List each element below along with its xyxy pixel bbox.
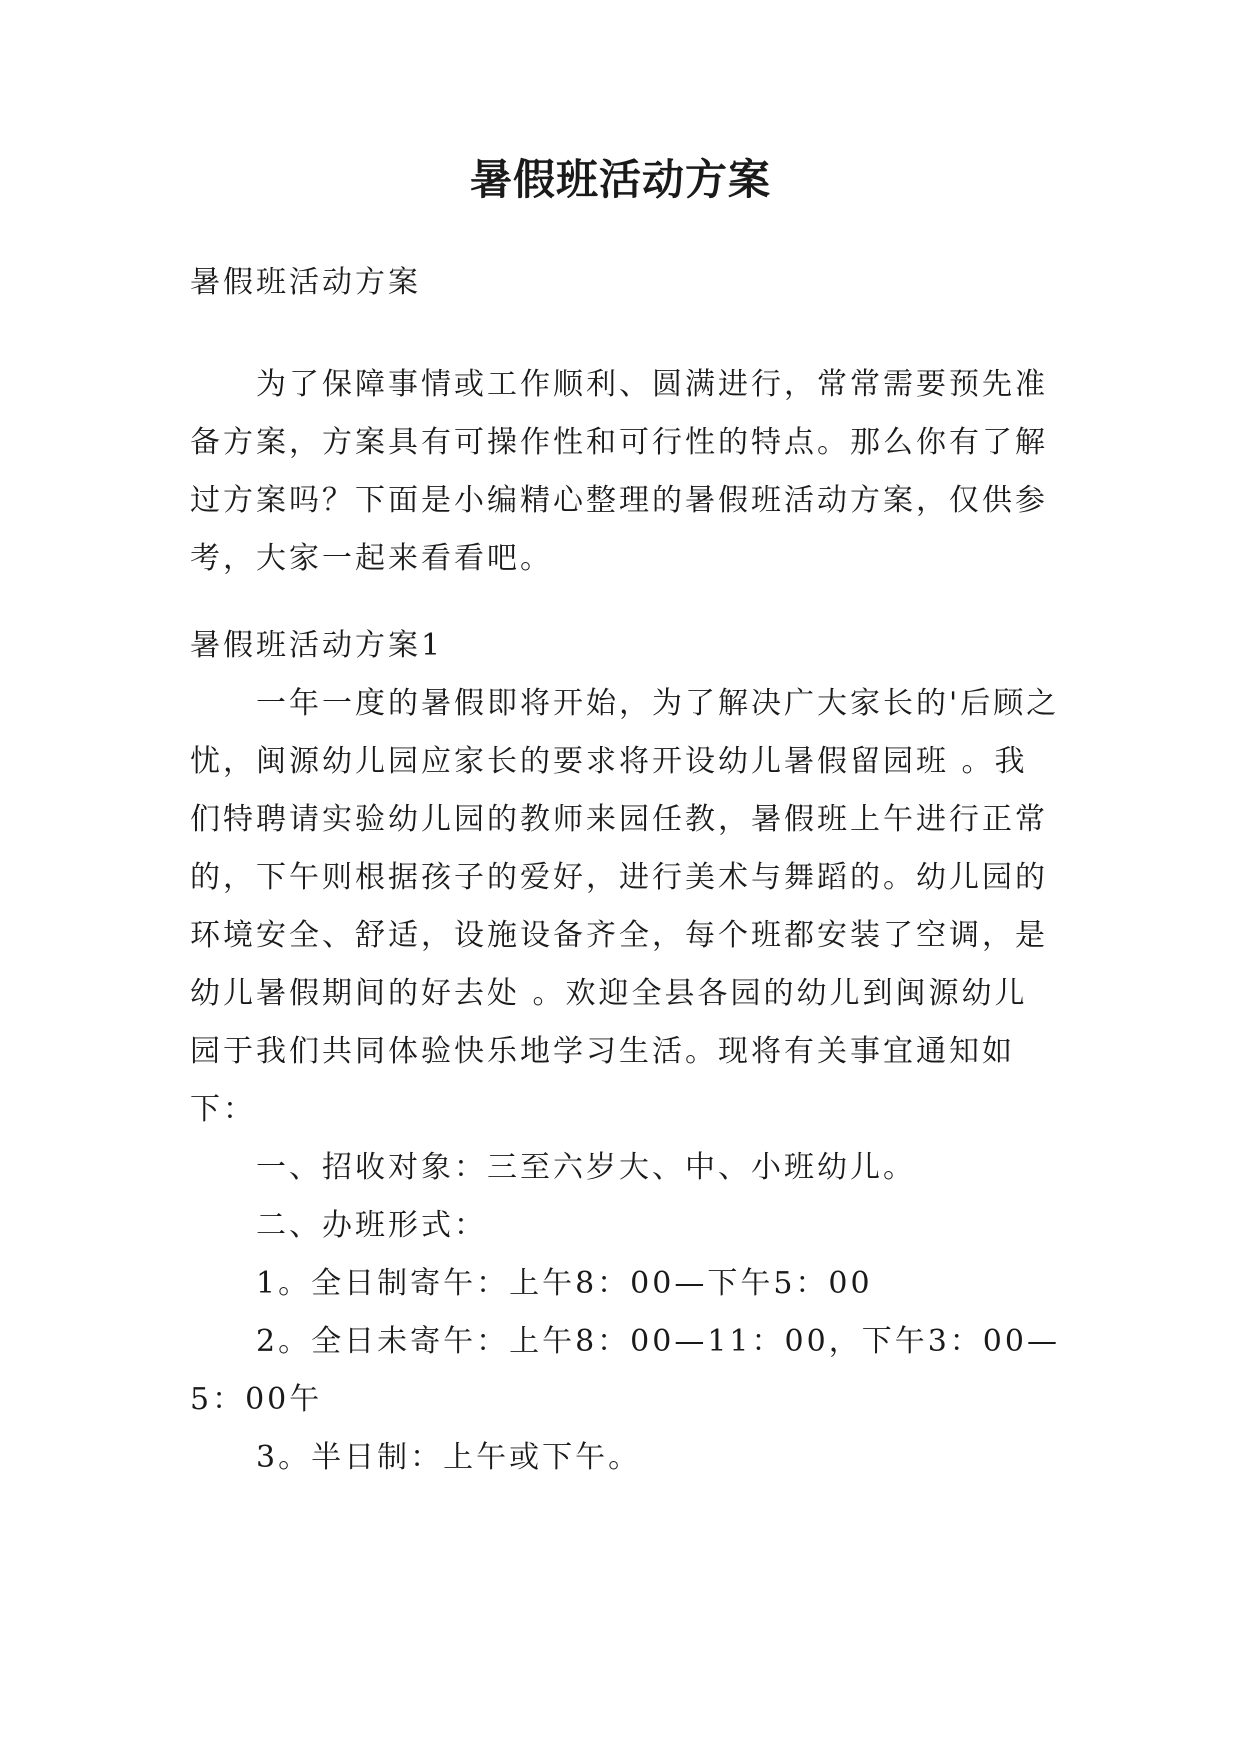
section-paragraph: 一年一度的暑假即将开始，为了解决广大家长的'后顾之忧，闽源幼儿园应家长的要求将开设幼儿暑假留园班 。我们特聘请实验幼儿园的教师来园任教，暑假班上午进行正常的，下午则根据孩子的爱好，进行美术与舞蹈的。幼儿园的环境安全、舒适，设施设备齐全，每个班都安装了空调，是幼儿暑假期间的好去处 。欢迎全县各园的幼儿到闽源幼儿园于我们共同体验快乐地学习生活。现将有关事宜通知如下： (190, 686, 1060, 1127)
list-item: 一、招收对象：三至六岁大、中、小班幼儿。 (256, 1150, 916, 1185)
section-body (190, 675, 1060, 1487)
intro-paragraph: 为了保障事情或工作顺利、圆满进行，常常需要预先准备方案，方案具有可操作性和可行性的特点。那么你有了解过方案吗？下面是小编精心整理的暑假班活动方案，仅供参考，大家一起来看看吧。 (190, 367, 1048, 576)
list-item: 二、办班形式： (256, 1208, 487, 1243)
section-heading: 暑假班活动方案1 (190, 628, 444, 663)
intro-block (190, 356, 1060, 588)
list-item: 2。全日未寄午：上午8：00—11：00，下午3：00—5：00午 (190, 1324, 1060, 1417)
list-item: 1。全日制寄午：上午8：00—下午5：00 (256, 1266, 873, 1301)
document-subtitle: 暑假班活动方案 (190, 265, 421, 300)
document-title: 暑假班活动方案 (469, 155, 771, 204)
list-item: 3。半日制：上午或下午。 (256, 1440, 642, 1475)
